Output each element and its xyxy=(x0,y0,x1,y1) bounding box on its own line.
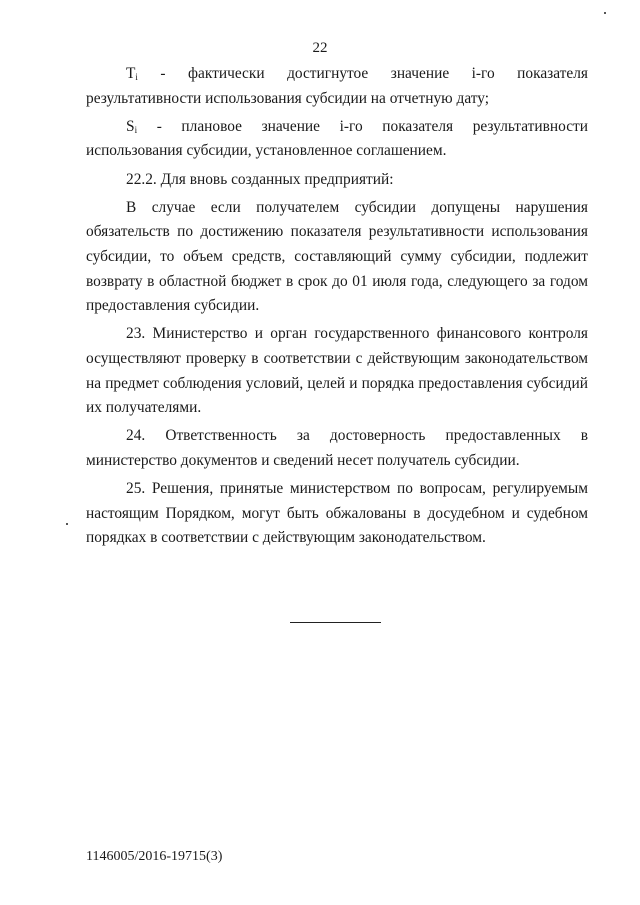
scan-speck-mark xyxy=(604,12,606,14)
ti-symbol: $T_i$ xyxy=(126,65,138,82)
si-definition-text: - плановое значение i-го показателя результативности использования субсидии, установленное соглашением. xyxy=(86,117,588,160)
scan-speck-mark xyxy=(66,523,68,525)
ti-definition-text: - фактически достигнутое значение i-го показателя результативности использования субсидии на отчетную дату; xyxy=(86,65,588,107)
si-symbol: $S_i$ xyxy=(126,117,138,135)
paragraph-ti-definition xyxy=(86,62,588,111)
paragraph-25: 25. Решения, принятые министерством по вопросам, регулируемым настоящим Порядком, могут быть обжалованы в досудебном и судебном порядках в соответствии с действующим законодательством. xyxy=(86,480,588,547)
end-of-text-rule xyxy=(290,622,381,623)
paragraph-si-definition xyxy=(86,115,588,164)
page-number: 22 xyxy=(312,40,328,56)
paragraph-24: 24. Ответственность за достоверность предоставленных в министерство документов и сведений несет получатель субсидии. xyxy=(86,427,588,469)
paragraph-22-2-body: В случае если получателем субсидии допущены нарушения обязательств по достижению показателя результативности использования субсидии, то объем средств, составляющий сумму субсидии, подлежит возврату в областной бюджет в срок до 01 июля года, следующего за годом предоставления субсидии. xyxy=(86,198,588,315)
paragraph-23: 23. Министерство и орган государственного финансового контроля осуществляют проверку в соответствии с действующим законодательством на предмет соблюдения условий, целей и порядка предоставления субсидий их получателями. xyxy=(86,325,588,417)
document-body xyxy=(86,62,588,551)
paragraph-22-2-heading: 22.2. Для вновь созданных предприятий: xyxy=(126,170,394,188)
document-code: 1146005/2016-19715(3) xyxy=(86,849,223,864)
